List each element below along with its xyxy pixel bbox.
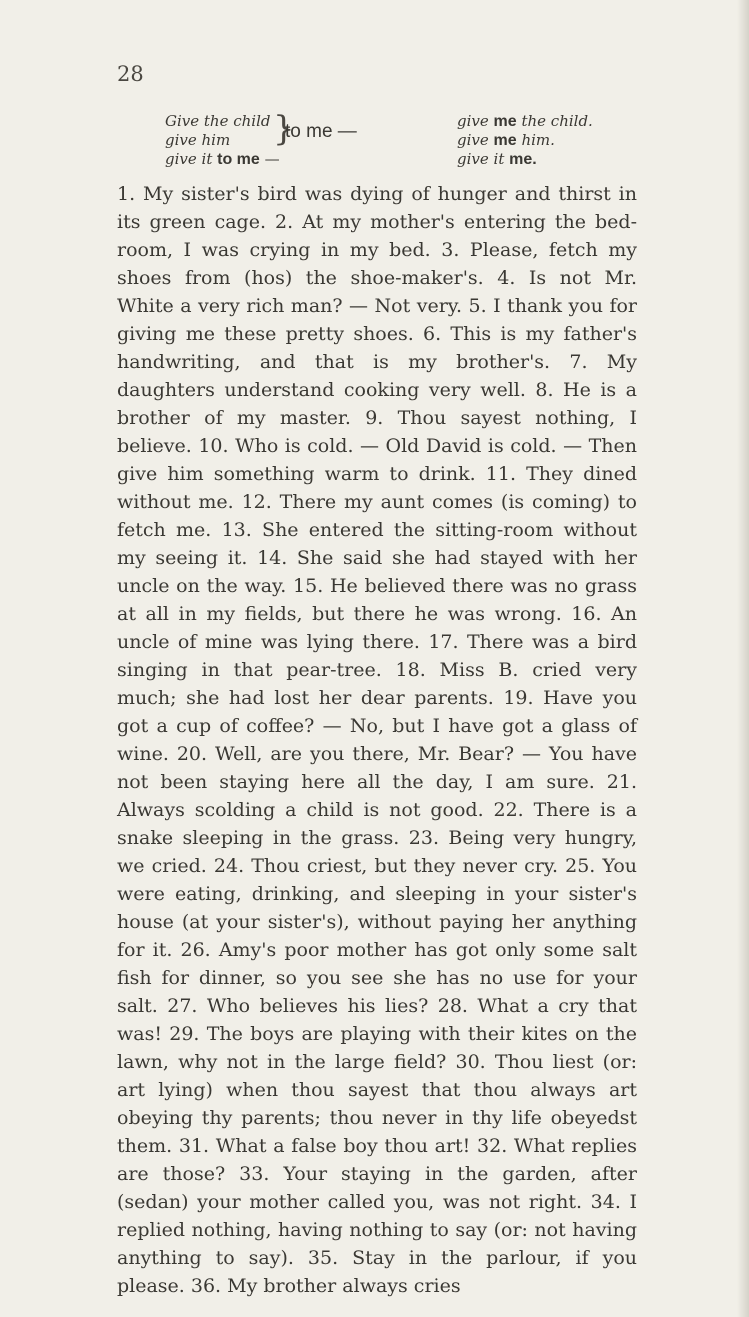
example-center: to me — [285,121,357,142]
example-right-line-2-post: him. [521,131,555,149]
example-right-line-2-em: me [493,132,517,149]
example-left-line-2: give him [165,131,231,149]
example-right-line-1-pre: give [457,112,489,130]
brace-icon: } [273,109,295,149]
example-left-line-1: Give the child [165,112,271,130]
example-right-line-1 [457,112,593,131]
example-right-line-1-em: me [493,113,517,130]
example-left-line-3 [165,150,280,169]
exercise-paragraph: 1. My sister's bird was dying of hunger and thirst in its green cage. 2. At my mother's entering the bed-room, I was crying in my bed. 3. Please, fetch my shoes from (hos) the shoe-maker's. 4. Is not Mr. White a very rich man? — Not very. 5. I thank you for giving me these pretty shoes. 6. This is my father's handwriting, and that is my brother's. 7. My daughters understand cooking very well. 8. He is a brother of my master. 9. Thou sayest nothing, I believe. 10. Who is cold. — Old David is cold. — Then give him something warm to drink. 11. They dined without me. 12. There my aunt comes (is coming) to fetch me. 13. She entered the sitting-room without my seeing it. 14. She said she had stayed with her uncle on the way. 15. He believed there was no grass at all in my fields, but there he was wrong. 16. An uncle of mine was lying there. 17. There was a bird singing in that pear-tree. 18. Miss B. cried very much; she had lost her dear parents. 19. Have you got a cup of coffee? — No, but I have got a glass of wine. 20. Well, are you there, Mr. Bear? — You have not been staying here all the day, I am sure. 21. Always scolding a child is not good. 22. There is a snake sleeping in the grass. 23. Being very hungry, we cried. 24. Thou criest, but they never cry. 25. You were eating, drinking, and sleeping in your sister's house (at your sister's), without paying her anything for it. 26. Amy's poor mother has got only some salt fish for dinner, so you see she has no use for your salt. 27. Who believes his lies? 28. What a cry that was! 29. The boys are playing with their kites on the lawn, why not in the large field? 30. Thou liest (or: art lying) when thou sayest that thou always art obeying thy parents; thou never in thy life obeyedst them. 31. What a false boy thou art! 32. What replies are those? 33. Your staying in the garden, after (sedan) your mother called you, was not right. 34. I replied nothing, having nothing to say (or: not having anything to say). 35. Stay in the parlour, if you please. 36. My brother always cries [117,183,637,1297]
example-left-line-3-pre: give it [165,150,213,168]
example-right-line-1-post: the child. [521,112,593,130]
example-right-line-3 [457,150,537,169]
example-right-line-3-pre: give it [457,150,505,168]
example-left-line-3-em: to me [217,151,260,168]
page-edge-shadow [737,0,749,1317]
page-number: 28 [117,62,144,86]
example-right-line-2-pre: give [457,131,489,149]
example-left-line-3-dash: — [264,150,280,168]
example-right-line-3-em: me. [509,151,537,168]
example-right-line-2 [457,131,555,150]
example-block [165,109,645,174]
